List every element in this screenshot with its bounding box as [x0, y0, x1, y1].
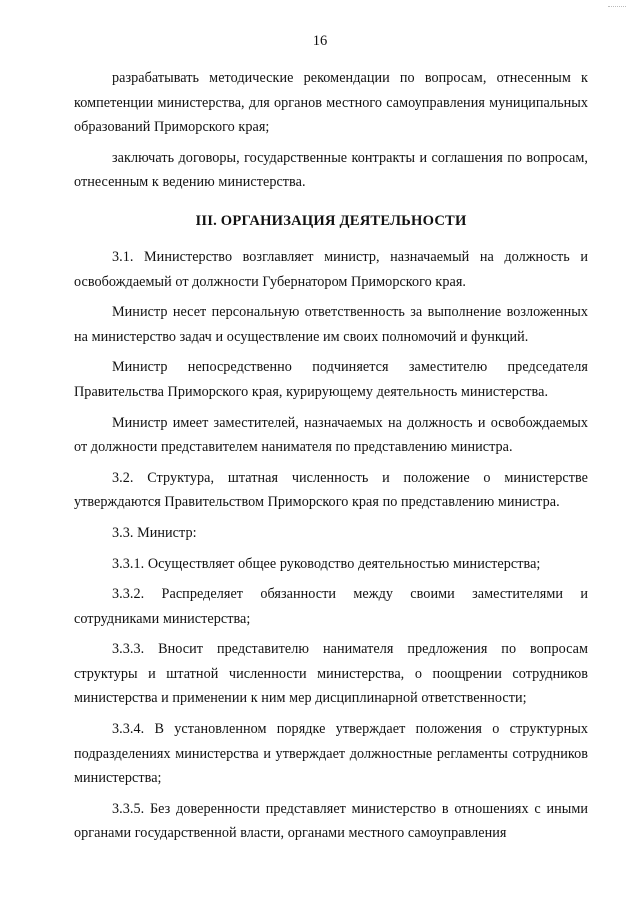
paragraph: Министр непосредственно подчиняется заместителю председателя Правительства Приморского края, курирующему деятельность министерства. [74, 359, 588, 400]
paragraph: 3.2. Структура, штатная численность и положение о министерстве утверждаются Правительством Приморского края по представлению министра. [74, 469, 588, 511]
corner-mark [608, 6, 626, 9]
paragraph: заключать договоры, государственные контракты и соглашения по вопросам, отнесенным к ведению министерства. [74, 149, 588, 191]
section-heading: III. ОРГАНИЗАЦИЯ ДЕЯТЕЛЬНОСТИ [195, 212, 467, 229]
document-body [74, 66, 588, 852]
page-number: 16 [312, 33, 328, 49]
paragraph: разрабатывать методические рекомендации по вопросам, отнесенным к компетенции министерства, для органов местного самоуправления муниципальных образований Приморского края; [74, 70, 588, 136]
paragraph: Министр несет персональную ответственность за выполнение возложенных на министерство задач и осуществление им своих полномочий и функций. [74, 304, 588, 345]
paragraph: 3.3.2. Распределяет обязанности между своими заместителями и сотрудниками министерства; [74, 586, 588, 627]
paragraph: 3.3.3. Вносит представителю нанимателя предложения по вопросам структуры и штатной численности министерства, о поощрении сотрудников министерства и применении к ним мер дисциплинарной ответственности; [74, 641, 588, 707]
paragraph: 3.3.1. Осуществляет общее руководство деятельностью министерства; [112, 555, 541, 572]
paragraph: 3.1. Министерство возглавляет министр, назначаемый на должность и освобождаемый от должности Губернатором Приморского края. [74, 248, 588, 290]
paragraph: Министр имеет заместителей, назначаемых на должность и освобождаемых от должности представителем нанимателя по представлению министра. [74, 414, 588, 456]
paragraph: 3.3.4. В установленном порядке утверждает положения о структурных подразделениях министерства и утверждает должностные регламенты сотрудников министерства; [74, 721, 588, 787]
paragraph: 3.3.5. Без доверенности представляет министерство в отношениях с иными органами государственной власти, органами местного самоуправления [74, 800, 588, 842]
paragraph: 3.3. Министр: [112, 524, 197, 541]
